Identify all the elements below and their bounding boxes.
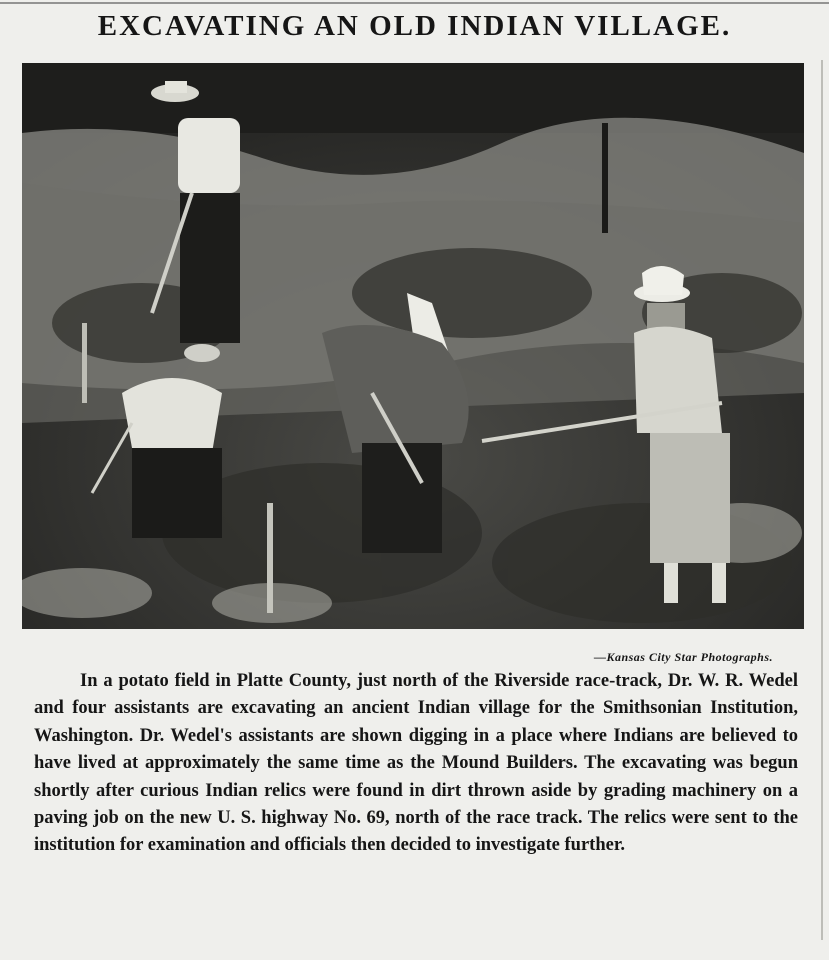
column-rule bbox=[821, 60, 823, 940]
caption-text: In a potato field in Platte County, just north of the Riverside race-track, Dr. W. R. Wedel and four assistants are excavating an ancient Indian village for the Smithsonian Institution, Washington. Dr. Wedel's assistants are shown digging in a place where Indians are believed to have lived at approximately the same time as the Mound Builders. The excavating was begun shortly after curious Indian relics were found in dirt thrown aside by grading machinery on a paving job on the new U. S. highway No. 69, north of the race track. The relics were sent to the institution for examination and officials then decided to investigate further. bbox=[34, 671, 798, 856]
photo-caption bbox=[34, 668, 798, 860]
headline: EXCAVATING AN OLD INDIAN VILLAGE. bbox=[97, 10, 732, 42]
photo-credit: —Kansas City Star Photographs. bbox=[593, 650, 773, 664]
photo-illustration bbox=[22, 63, 804, 629]
excavation-photo bbox=[22, 63, 804, 629]
top-rule bbox=[0, 2, 829, 4]
